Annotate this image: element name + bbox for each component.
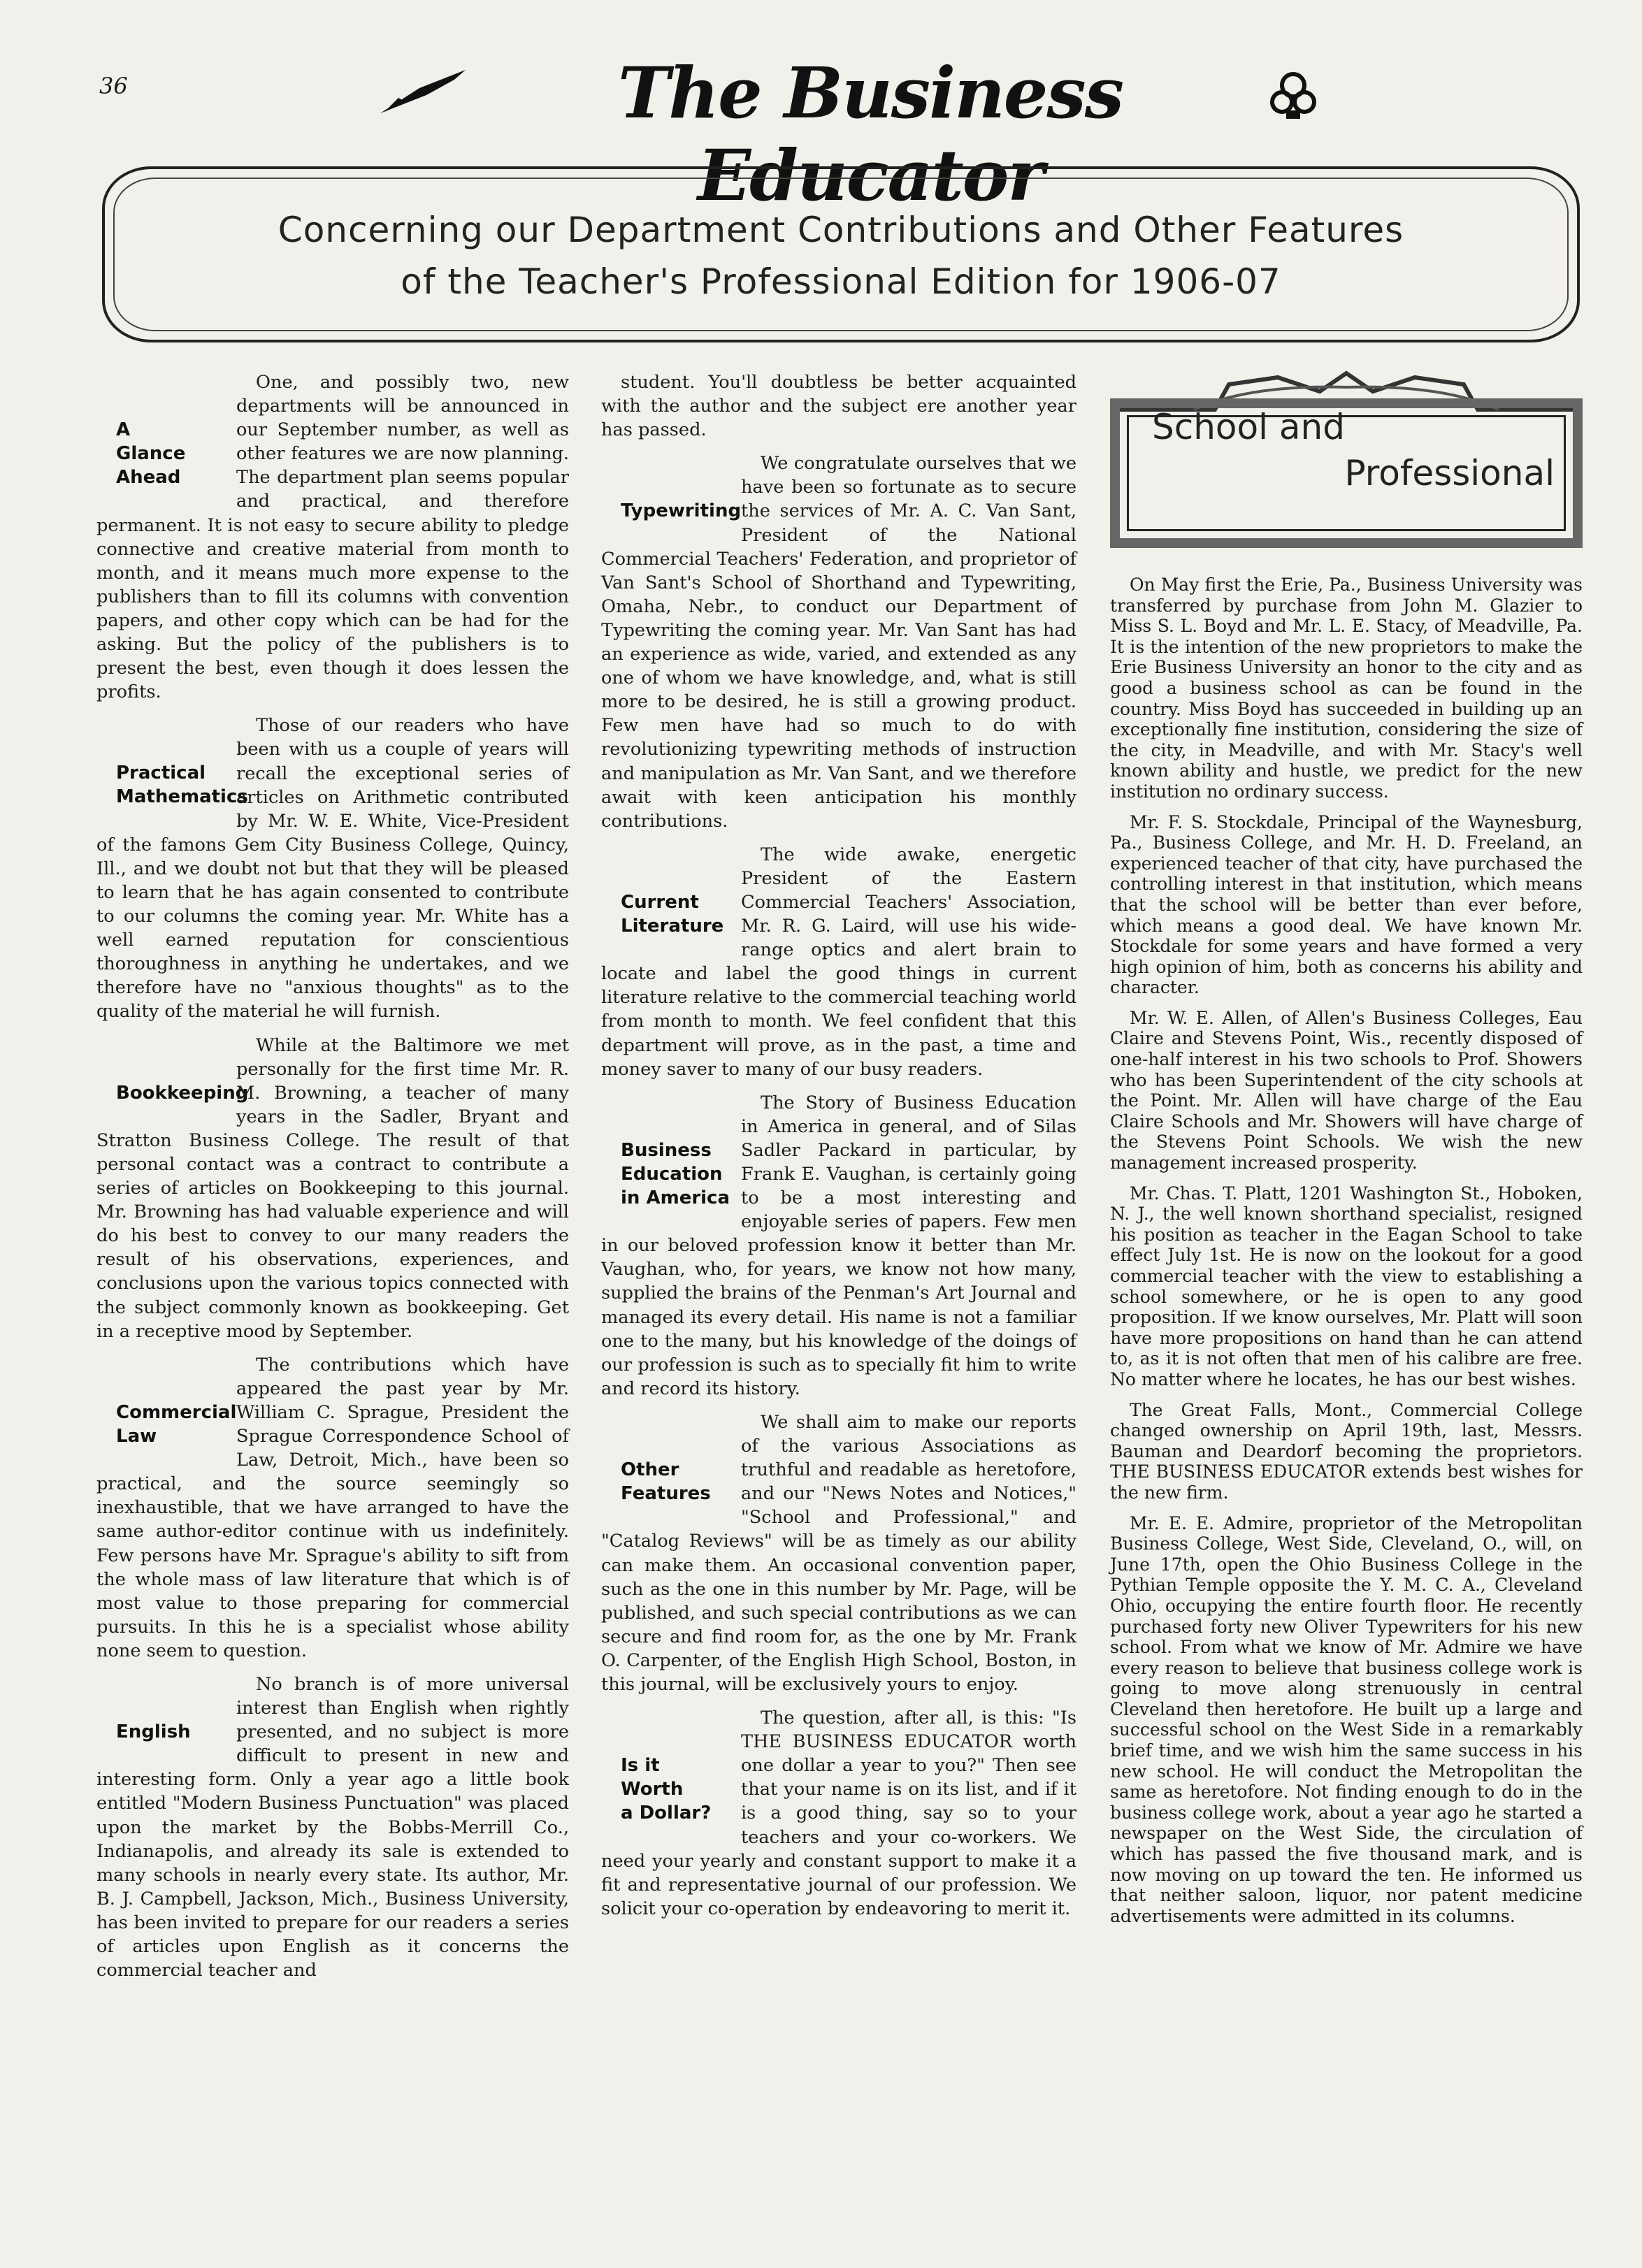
paragraph-text: The Story of Business Education in America in general, and of Silas Sadler Packard in particular, by Frank E. Vaughan, is certainly going to be a most interesting and enjoyable series of papers. Few men in our beloved profession know it better than Mr. Vaughan, who, for years, we know not how many, supplied the brains of the Penman's Art Journal and managed its every detail. His name is not a familiar one to the many, but his knowledge of the doings of our profession is such as to specially fit him to write and record its history.: [601, 1092, 1076, 1399]
side-head-line: A: [116, 419, 131, 440]
paragraph-text: student. You'll doubtless be better acquainted with the author and the subject ere another year has passed.: [601, 372, 1076, 441]
side-head-line: Bookkeeping: [116, 1082, 249, 1104]
news-paragraph: The Great Falls, Mont., Commercial College changed ownership on April 19th, last, Messrs. Bauman and Deardorf becoming the proprietors. THE BUSINESS EDUCATOR extends best wishes for the new firm.: [1110, 1399, 1583, 1503]
side-head: [96, 1081, 249, 1105]
side-head-line: a Dollar?: [621, 1803, 712, 1824]
news-paragraph: On May first the Erie, Pa., Business University was transferred by purchase from John M. Glazier to Miss S. L. Boyd and Mr. L. E. Stacy, of Meadville, Pa. It is the intention of the new proprietors to make the Erie Business University an honor to the city and as good a business school as can be found in the country. Miss Boyd has succeeded in building up an exceptionally fine institution, considering the size of the city, in Meadville, and with Mr. Stacy's well known ability and hustle, we predict for the new institution no ordinary success.: [1110, 575, 1583, 802]
side-head-line: Practical: [116, 763, 206, 784]
article-paragraph: [96, 1353, 569, 1663]
side-head-line: English: [116, 1721, 191, 1742]
side-head: [601, 1139, 733, 1210]
article-paragraph: [601, 1410, 1076, 1696]
article-paragraph: [601, 1706, 1076, 1921]
side-head-line: Commercial: [116, 1401, 237, 1423]
side-head: [601, 1458, 733, 1505]
column-2: [601, 370, 1076, 1930]
side-head-line: Typewriting: [621, 500, 742, 522]
side-head: [601, 890, 733, 938]
side-head: [96, 1401, 237, 1448]
paragraph-text: One, and possibly two, new departments will be announced in our September number, as well as other features we are now planning. The department plan seems popular and practical, and therefore permanent. It is not easy to secure ability to pledge connective and creative material from month to month, and it means much more expense to the publishers than to fill its columns with convention papers, and other copy which can be had for the asking. But the policy of the publishers is to present the best, even though it does lessen the profits.: [96, 372, 569, 703]
column-1: [96, 370, 569, 1992]
side-head-line: Business: [621, 1139, 712, 1161]
side-head-line: Mathematics: [116, 786, 248, 808]
article-paragraph: [601, 370, 1076, 442]
school-professional-header: [1110, 370, 1583, 548]
page-number: 36: [99, 73, 128, 99]
side-head-line: Education: [621, 1163, 723, 1185]
paragraph-text: We shall aim to make our reports of the various Associations as truthful and readable as heretofore, and our "News Notes and Notices," "School and Professional," and "Catalog Reviews" will be as timely as our ability can make them. An occasional convention paper, such as the one in this number by Mr. Page, will be published, and such special contributions as we can secure and find room for, as the one by Mr. Frank O. Carpenter, of the English High School, Boston, in this journal, will be exclusively yours to enjoy.: [601, 1411, 1076, 1695]
side-head-line: Ahead: [116, 467, 181, 489]
side-head-line: Features: [621, 1483, 711, 1505]
side-head: [601, 1754, 733, 1825]
news-paragraph: Mr. Chas. T. Platt, 1201 Washington St., Hoboken, N. J., the well known shorthand specialist, resigned his position as teacher in the Eagan School to take effect July 1st. He is now on the lookout for a good commercial teacher with the view to establishing a school somewhere, or he is open to any good proposition. If we know ourselves, Mr. Platt will soon have more propositions on hand than he can attend to, as it is not often that men of his calibre are free. No matter where he locates, he has our best wishes.: [1110, 1183, 1583, 1389]
title-box: [102, 166, 1580, 342]
side-head-line: in America: [621, 1187, 730, 1208]
article-paragraph: [96, 1034, 569, 1343]
article-paragraph: [96, 714, 569, 1023]
section-title-line-2: Professional: [1344, 453, 1555, 493]
section-title-line-1: School and: [1152, 407, 1345, 447]
title-line-1: Concerning our Department Contributions and Other Features: [278, 210, 1404, 250]
ornament-icon: [1265, 66, 1321, 122]
masthead: [0, 28, 1642, 217]
side-head-line: Law: [116, 1425, 157, 1447]
paragraph-text: The question, after all, is this: "Is THE BUSINESS EDUCATOR worth one dollar a year to you?" Then see that your name is on its list, and if it is a good thing, say so to your teachers and your co-workers. We need your yearly and constant support to make it a fit and representative journal of our profession. We solicit your co-operation by endeavoring to merit it.: [601, 1707, 1076, 1919]
side-head-line: Other: [621, 1459, 679, 1480]
side-head-line: Worth: [621, 1779, 684, 1800]
side-head-line: Is it: [621, 1755, 660, 1777]
article-paragraph: [601, 1091, 1076, 1401]
news-paragraph: Mr. W. E. Allen, of Allen's Business Colleges, Eau Claire and Stevens Point, Wis., recently disposed of one-half interest in his two schools to Prof. Showers who has been Superintendent of the city schools at the Point. Mr. Allen will have charge of the Eau Claire Schools and Mr. Showers will have charge of the Stevens Point Schools. We wish the new management increased prosperity.: [1110, 1007, 1583, 1173]
masthead-title: The Business Educator: [618, 52, 1123, 217]
paragraph-text: We congratulate ourselves that we have been so fortunate as to secure the services of Mr. A. C. Van Sant, President of the National Commercial Teachers' Federation, and proprietor of Van Sant's School of Shorthand and Typewriting, Omaha, Nebr., to conduct our Department of Typewriting the coming year. Mr. Van Sant has had an experience as wide, varied, and extended as any one of whom we have knowledge, and, what is still more to be desired, he is still a growing product. Few men have had so much to do with revolutionizing typewriting methods of instruction and manipulation as Mr. Van Sant, and we therefore await with keen anticipation his monthly contributions.: [601, 453, 1076, 832]
news-paragraph: Mr. E. E. Admire, proprietor of the Metropolitan Business College, West Side, Cleveland, O., will, on June 17th, open the Ohio Business College in the Pythian Temple opposite the Y. M. C. A., Cleveland Ohio, occupying the entire fourth floor. He recently purchased forty new Oliver Typewriters for his new school. From what we know of Mr. Admire we have every reason to believe that business college work is going to move along strenuously in central Cleveland then heretofore. He built up a large and successful school on the West Side in a remarkably brief time, and we wish him the same success in his new school. He will conduct the Metropolitan the same as heretofore. Not finding enough to do in the business college work, about a year ago he started a newspaper on the West Side, the circulation of which has passed the five thousand mark, and is now moving on up toward the ten. He informed us that neither saloon, liquor, nor patent medicine advertisements were admitted in its columns.: [1110, 1512, 1583, 1926]
side-head: [96, 761, 248, 809]
side-head-line: Current: [621, 891, 699, 913]
side-head-line: Glance: [116, 443, 186, 465]
side-head: [601, 499, 742, 523]
paragraph-text: The wide awake, energetic President of the Eastern Commercial Teachers' Association, Mr. R. G. Laird, will use his wide-range optics and alert brain to locate and label the good things in current literature relative to the commercial teaching world from month to month. We feel confident that this department will prove, as in the past, a time and money saver to many of our busy readers.: [601, 844, 1076, 1080]
article-paragraph: [96, 370, 569, 704]
side-head-line: Literature: [621, 915, 724, 937]
article-paragraph: [601, 843, 1076, 1081]
article-paragraph: [601, 452, 1076, 833]
paragraph-text: Those of our readers who have been with us a couple of years will recall the exceptional series of articles on Arithmetic contributed by Mr. W. E. White, Vice-President of the famons Gem City Business College, Quincy, Ill., and we doubt not but that they will be pleased to learn that he has again consented to contribute to our columns the coming year. Mr. White has a well earned reputation for conscientious thoroughness in anything he undertakes, and we therefore have no "anxious thoughts" as to the quality of the material he will furnish.: [96, 715, 569, 1023]
title-line-2: of the Teacher's Professional Edition for 1906-07: [401, 261, 1281, 302]
news-paragraph: Mr. F. S. Stockdale, Principal of the Waynesburg, Pa., Business College, and Mr. H. D. Freeland, an experienced teacher of that city, have purchased the controlling interest in that institution, which means that the school will be better than ever before, which means a good deal. We have known Mr. Stockdale for some years and have formed a very high opinion of him, both as concerns his ability and character.: [1110, 811, 1583, 998]
paragraph-text: The contributions which have appeared the past year by Mr. William C. Sprague, President the Sprague Correspondence School of Law, Detroit, Mich., have been so practical, and the source seemingly so inexhaustible, that we have arranged to have the same author-editor continue with us indefinitely. Few persons have Mr. Sprague's ability to sift from the whole mass of law literature that which is of most value to those preparing for commercial pursuits. In this he is a specialist whose ability none seem to question.: [96, 1354, 569, 1661]
paragraph-text: No branch is of more universal interest than English when rightly presented, and no subject is more difficult to present in new and interesting form. Only a year ago a little book entitled "Modern Business Punctuation" was placed upon the market by the Bobbs-Merrill Co., Indianapolis, and already its sale is extended to many schools in nearly every state. Its author, Mr. B. J. Campbell, Jackson, Mich., Business University, has been invited to prepare for our readers a series of articles upon English as it concerns the commercial teacher and: [96, 1673, 569, 1981]
side-head: [96, 1720, 228, 1744]
quill-pen-icon: [377, 67, 468, 116]
side-head: [96, 418, 228, 489]
paragraph-text: While at the Baltimore we met personally for the first time Mr. R. M. Browning, a teacher of many years in the Sadler, Bryant and Stratton Business College. The result of that personal contact was a contract to contribute a series of articles on Bookkeeping to this journal. Mr. Browning has had valuable experience and will do his best to convey to our many readers the result of his observations, experiences, and conclusions upon the various topics connected with the subject commonly known as bookkeeping. Get in a receptive mood by September.: [96, 1034, 569, 1342]
column-3: [1110, 575, 1583, 1936]
article-paragraph: [96, 1673, 569, 1982]
